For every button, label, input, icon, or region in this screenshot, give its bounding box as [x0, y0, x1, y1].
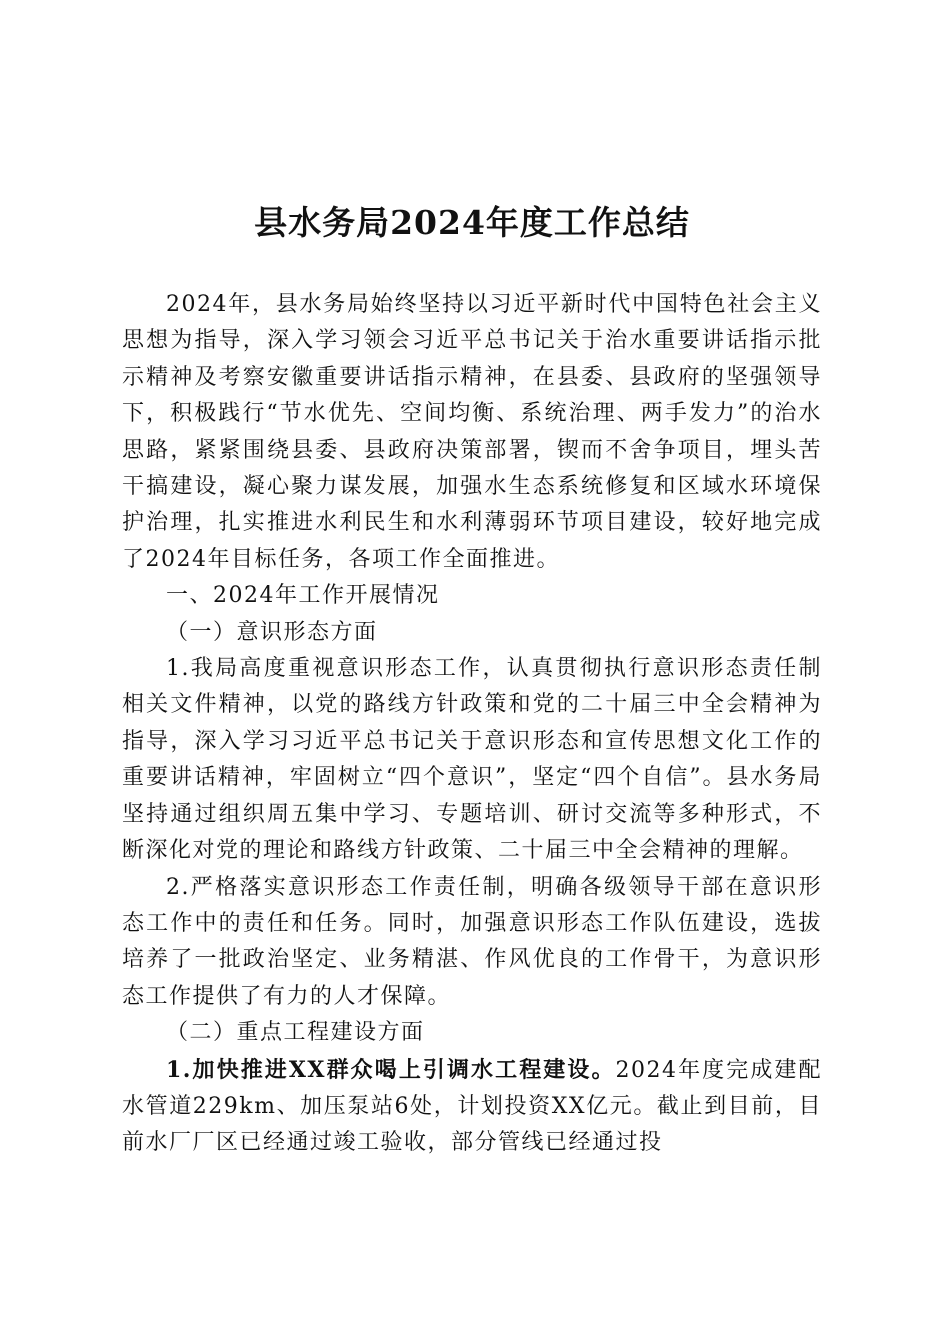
ideology-paragraph-1: 1.我局高度重视意识形态工作，认真贯彻执行意识形态责任制相关文件精神，以党的路线方针政策和党的二十届三中全会精神为指导，深入学习习近平总书记关于意识形态和宣传思想文化工作的重要讲话精神，牢固树立“四个意识”，坚定“四个自信”。县水务局坚持通过组织周五集中学习、专题培训、研讨交流等多种形式，不断深化对党的理论和路线方针政策、二十届三中全会精神的理解。	[122, 656, 822, 864]
ideology-paragraph-2: 2.严格落实意识形态工作责任制，明确各级领导干部在意识形态工作中的责任和任务。同时，加强意识形态工作队伍建设，选拔培养了一批政治坚定、业务精湛、作风优良的工作骨干，为意识形态工作提供了有力的人才保障。	[122, 874, 822, 1009]
document-page	[122, 195, 822, 1162]
key-projects-paragraph-1	[122, 1052, 822, 1162]
key-projects-lead: 1.加快推进XX群众喝上引调水工程建设。	[166, 1056, 616, 1083]
section-heading-work-progress: 一、2024年工作开展情况	[166, 583, 440, 609]
document-title: 县水务局2024年度工作总结	[254, 203, 690, 242]
subsection-heading-key-projects: （二）重点工程建设方面	[166, 1020, 425, 1046]
subsection-heading-ideology: （一）意识形态方面	[166, 619, 378, 645]
key-projects-body: 2024年度完成建配水管道229km、加压泵站6处，计划投资XX亿元。截止到目前，目前水厂厂区已经通过竣工验收，部分管线已经通过投	[122, 1057, 822, 1156]
intro-paragraph: 2024年，县水务局始终坚持以习近平新时代中国特色社会主义思想为指导，深入学习领会习近平总书记关于治水重要讲话指示批示精神及考察安徽重要讲话指示精神，在县委、县政府的坚强领导下，积极践行“节水优先、空间均衡、系统治理、两手发力”的治水思路，紧紧围绕县委、县政府决策部署，锲而不舍争项目，埋头苦干搞建设，凝心聚力谋发展，加强水生态系统修复和区域水环境保护治理，扎实推进水利民生和水利薄弱环节项目建设，较好地完成了2024年目标任务，各项工作全面推进。	[122, 292, 822, 572]
